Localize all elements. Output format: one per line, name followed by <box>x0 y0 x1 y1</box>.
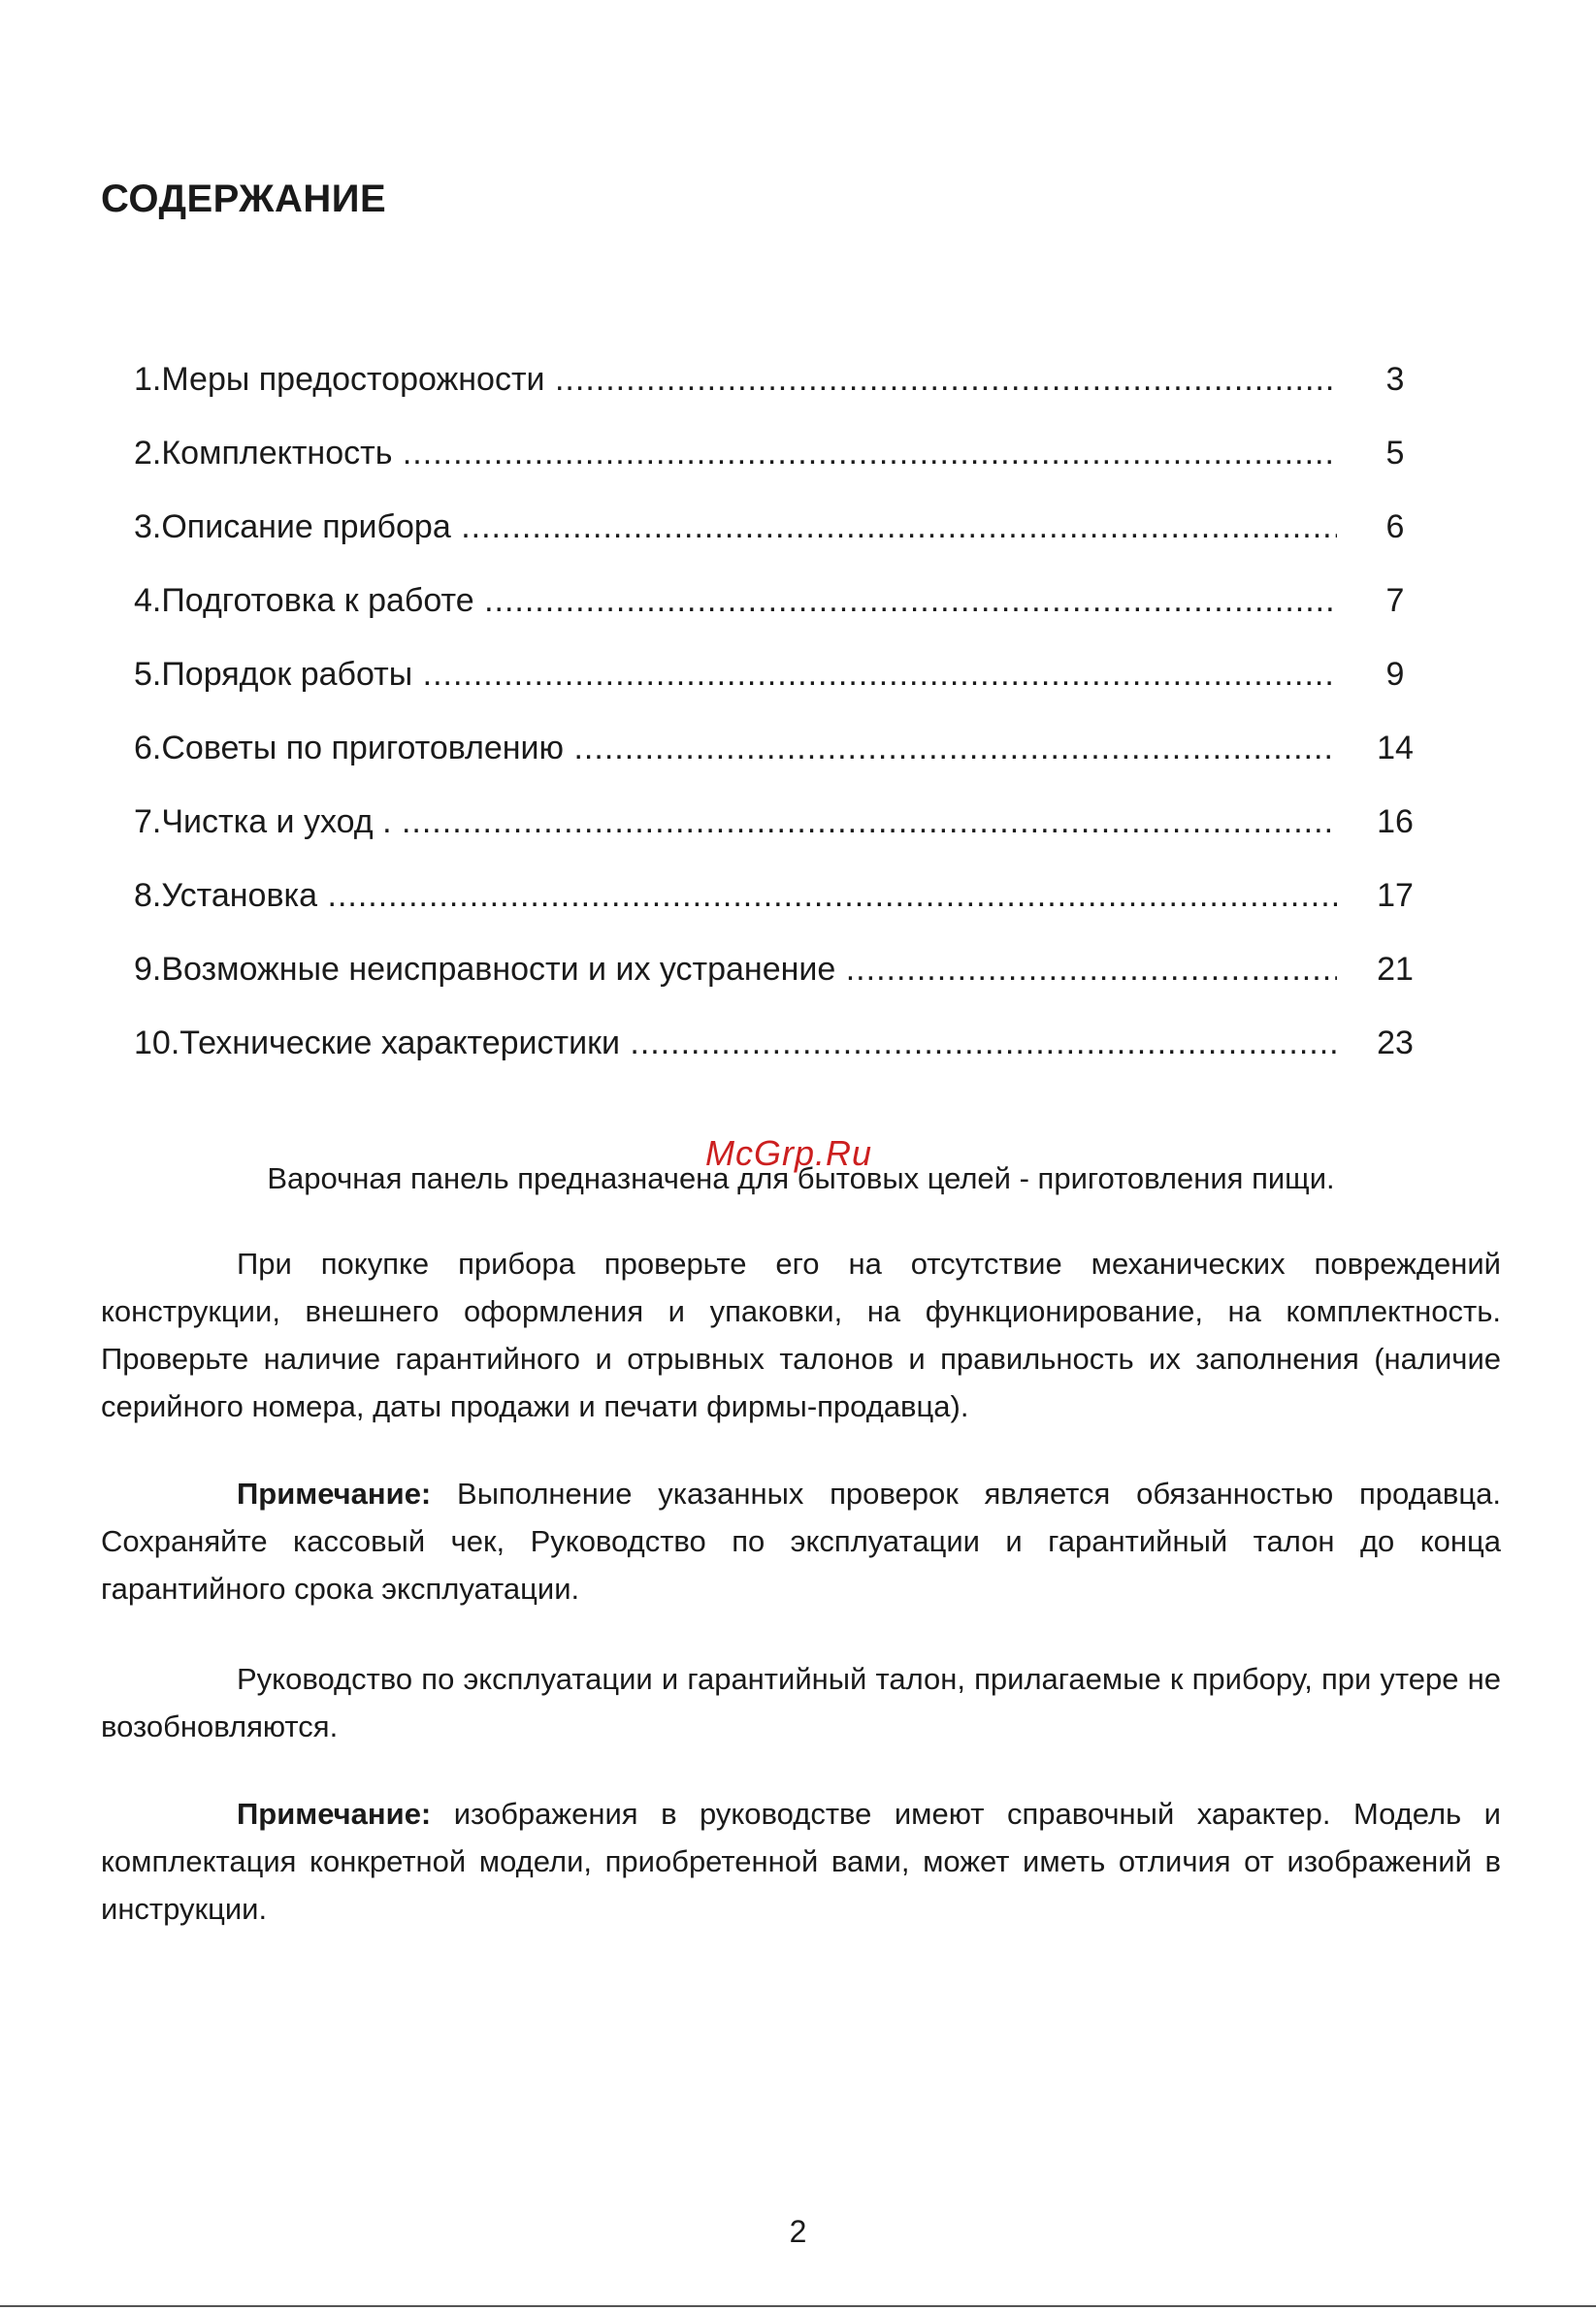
toc-entry <box>134 865 1415 939</box>
note-text: Выполнение указанных проверок является обязанностью продавца. Сохраняйте кассовый чек, Руководство по эксплуатации и гарантийный талон до конца гарантийного срока эксплуатации. <box>101 1477 1501 1606</box>
toc-entry-page: 9 <box>1385 656 1405 693</box>
toc-entry-page: 17 <box>1377 877 1414 914</box>
toc-entry-page: 6 <box>1385 508 1405 545</box>
toc-entry-page: 14 <box>1377 730 1414 766</box>
toc-entry <box>134 939 1415 1013</box>
toc-entry-label: 1.Меры предосторожности ..... <box>134 349 1337 409</box>
note-text: изображения в руководстве имеют справочный характер. Модель и комплектация конкретной модели, приобретенной вами, может иметь отличия от изображений в инструкции. <box>101 1797 1501 1926</box>
note-paragraph-seller <box>101 1470 1501 1612</box>
toc-entry <box>134 1013 1415 1087</box>
toc-entry <box>134 349 1415 423</box>
page-number: 2 <box>789 2214 807 2249</box>
toc-entry-label: 9.Возможные неисправности и их устранение ..... <box>134 939 1337 999</box>
intro-paragraph: Варочная панель предназначена для бытовых целей - приготовления пищи. <box>267 1161 1335 1195</box>
note-paragraph-images <box>101 1790 1501 1933</box>
toc-entry-page: 16 <box>1377 803 1414 840</box>
page-title: СОДЕРЖАНИЕ <box>101 178 387 220</box>
table-of-contents <box>134 349 1415 1087</box>
toc-entry <box>134 423 1415 497</box>
watermark: McGrp.Ru <box>705 1133 873 1173</box>
toc-entry <box>134 792 1415 865</box>
toc-entry-page: 5 <box>1385 435 1405 472</box>
toc-entry-page: 7 <box>1385 582 1405 619</box>
toc-entry-page: 3 <box>1385 361 1405 398</box>
toc-entry <box>134 644 1415 718</box>
toc-entry-label: 5.Порядок работы ..... <box>134 644 1337 704</box>
note-label: Примечание: <box>237 1477 432 1511</box>
toc-entry-label: 3.Описание прибора ..... <box>134 497 1337 557</box>
toc-entry <box>134 570 1415 644</box>
toc-entry-label: 8.Установка ..... <box>134 865 1337 926</box>
toc-entry <box>134 497 1415 570</box>
bottom-divider <box>0 2305 1596 2307</box>
toc-entry <box>134 718 1415 792</box>
toc-entry-page: 23 <box>1377 1025 1414 1061</box>
toc-entry-label: 4.Подготовка к работе ..... <box>134 570 1337 631</box>
purchase-check-paragraph: При покупке прибора проверьте его на отсутствие механических повреждений конструкции, внешнего оформления и упаковки, на функционирование, на комплектность. Проверьте наличие гарантийного и отрывных талонов и правильность их заполнения (наличие серийного номера, даты продажи и печати фирмы-продавца). <box>101 1247 1501 1423</box>
toc-entry-label: 10.Технические характеристики ..... <box>134 1013 1337 1073</box>
toc-entry-page: 21 <box>1377 951 1414 988</box>
toc-entry-label: 7.Чистка и уход . ..... <box>134 792 1337 852</box>
toc-entry-label: 6.Советы по приготовлению ..... <box>134 718 1337 778</box>
note-label: Примечание: <box>237 1797 432 1831</box>
lost-documents-paragraph: Руководство по эксплуатации и гарантийный талон, прилагаемые к прибору, при утере не возобновляются. <box>101 1662 1501 1743</box>
toc-entry-label: 2.Комплектность ..... <box>134 423 1337 483</box>
